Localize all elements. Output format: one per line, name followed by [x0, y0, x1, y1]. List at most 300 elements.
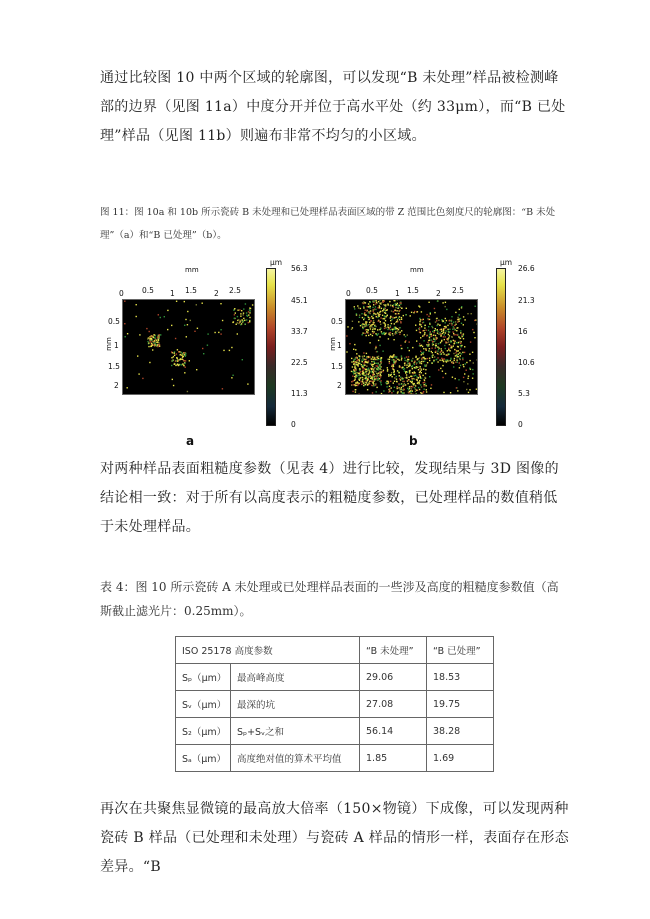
height-speckle: [400, 379, 401, 380]
height-speckle: [368, 378, 369, 379]
x-tick-a: 2: [214, 289, 219, 298]
height-speckle: [463, 377, 464, 378]
height-speckle: [396, 321, 397, 322]
height-speckle: [369, 317, 370, 318]
height-speckle: [373, 380, 374, 381]
height-speckle: [248, 322, 249, 323]
height-speckle: [450, 392, 451, 393]
height-speckle: [399, 302, 400, 303]
height-speckle: [214, 332, 215, 333]
height-speckle: [371, 358, 372, 359]
height-speckle: [412, 358, 413, 359]
height-speckle: [454, 329, 455, 330]
height-speckle: [381, 331, 382, 332]
height-speckle: [175, 365, 176, 366]
colorbar-tick-b: 16: [518, 327, 528, 336]
height-speckle: [359, 317, 360, 318]
height-speckle: [422, 353, 423, 354]
height-speckle: [392, 317, 393, 318]
height-speckle: [368, 312, 369, 313]
height-speckle: [153, 336, 154, 337]
height-speckle: [371, 370, 372, 371]
height-speckle: [437, 351, 438, 352]
height-speckle: [386, 386, 387, 387]
height-speckle: [362, 361, 363, 362]
height-speckle: [202, 348, 203, 349]
height-speckle: [385, 306, 386, 307]
height-speckle: [422, 361, 423, 362]
height-speckle: [419, 372, 420, 373]
height-speckle: [137, 355, 138, 356]
height-speckle: [174, 353, 175, 354]
height-speckle: [363, 381, 364, 382]
height-speckle: [375, 306, 376, 307]
height-speckle: [393, 306, 394, 307]
height-speckle: [352, 371, 353, 372]
height-speckle: [375, 375, 376, 376]
height-speckle: [363, 306, 364, 307]
height-speckle: [383, 390, 384, 391]
height-speckle: [171, 325, 172, 326]
height-speckle: [159, 346, 160, 347]
height-speckle: [452, 362, 453, 363]
height-speckle: [442, 360, 443, 361]
height-speckle: [389, 357, 390, 358]
height-speckle: [387, 381, 388, 382]
height-speckle: [453, 345, 454, 346]
height-speckle: [412, 365, 413, 366]
height-speckle: [151, 343, 152, 344]
height-speckle: [234, 308, 235, 309]
height-speckle: [460, 338, 461, 339]
height-speckle: [392, 364, 393, 365]
height-speckle: [389, 359, 390, 360]
height-speckle: [459, 362, 460, 363]
height-speckle: [362, 323, 363, 324]
height-speckle: [458, 350, 459, 351]
colorbar-tick-a: 11.3: [291, 389, 308, 398]
height-speckle: [424, 366, 425, 367]
height-speckle: [389, 301, 390, 302]
height-speckle: [400, 332, 401, 333]
height-speckle: [362, 357, 363, 358]
height-speckle: [456, 357, 457, 358]
height-speckle: [367, 389, 368, 390]
height-speckle: [354, 369, 355, 370]
height-speckle: [416, 340, 417, 341]
height-speckle: [437, 333, 438, 334]
height-speckle: [425, 325, 426, 326]
height-speckle: [393, 311, 394, 312]
height-speckle: [453, 353, 454, 354]
height-speckle: [184, 301, 185, 302]
height-speckle: [359, 375, 360, 376]
height-speckle: [398, 332, 399, 333]
height-speckle: [457, 355, 458, 356]
height-speckle: [409, 386, 410, 387]
height-speckle: [394, 317, 395, 318]
height-speckle: [367, 384, 368, 385]
height-speckle: [376, 373, 377, 374]
height-speckle: [381, 362, 382, 363]
height-speckle: [369, 356, 370, 357]
height-speckle: [444, 326, 445, 327]
height-speckle: [352, 366, 353, 367]
height-speckle: [394, 363, 395, 364]
height-speckle: [410, 315, 411, 316]
height-speckle: [404, 383, 405, 384]
height-speckle: [452, 377, 453, 378]
height-speckle: [354, 370, 355, 371]
height-speckle: [351, 381, 352, 382]
height-speckle: [364, 326, 365, 327]
height-speckle: [370, 306, 371, 307]
height-speckle: [458, 353, 459, 354]
height-speckle: [358, 377, 359, 378]
height-speckle: [366, 335, 367, 336]
height-speckle: [369, 322, 370, 323]
height-speckle: [390, 316, 391, 317]
height-speckle: [396, 381, 397, 382]
height-speckle: [420, 384, 421, 385]
height-speckle: [449, 323, 450, 324]
height-speckle: [373, 311, 374, 312]
panel-label-b: b: [409, 434, 418, 448]
height-speckle: [416, 390, 417, 391]
height-speckle: [414, 311, 415, 312]
height-speckle: [372, 324, 373, 325]
height-speckle: [390, 317, 391, 318]
height-speckle: [459, 367, 460, 368]
height-speckle: [197, 328, 198, 329]
height-speckle: [469, 389, 470, 390]
height-speckle: [457, 346, 458, 347]
height-speckle: [404, 370, 405, 371]
height-speckle: [355, 389, 356, 390]
height-speckle: [448, 337, 449, 338]
height-speckle: [475, 306, 476, 307]
height-speckle: [185, 356, 186, 357]
height-speckle: [445, 306, 446, 307]
height-speckle: [429, 333, 430, 334]
height-speckle: [464, 352, 465, 353]
height-speckle: [372, 318, 373, 319]
height-speckle: [401, 357, 402, 358]
height-speckle: [442, 358, 443, 359]
height-speckle: [437, 331, 438, 332]
height-speckle: [380, 376, 381, 377]
height-speckle: [426, 391, 427, 392]
height-speckle: [414, 361, 415, 362]
height-speckle: [359, 315, 360, 316]
height-speckle: [419, 362, 420, 363]
height-speckle: [401, 387, 402, 388]
height-speckle: [449, 329, 450, 330]
height-speckle: [423, 340, 424, 341]
height-speckle: [218, 332, 219, 333]
height-speckle: [384, 308, 385, 309]
height-speckle: [425, 373, 426, 374]
height-speckle: [456, 387, 457, 388]
height-speckle: [359, 358, 360, 359]
height-speckle: [196, 304, 197, 305]
height-speckle: [418, 387, 419, 388]
height-speckle: [448, 334, 449, 335]
height-speckle: [410, 376, 411, 377]
height-speckle: [220, 333, 221, 334]
height-speckle: [167, 329, 168, 330]
height-speckle: [443, 361, 444, 362]
height-speckle: [436, 320, 437, 321]
height-speckle: [373, 331, 374, 332]
height-speckle: [435, 347, 436, 348]
height-speckle: [448, 348, 449, 349]
height-speckle: [428, 330, 429, 331]
height-speckle: [176, 353, 177, 354]
height-speckle: [237, 316, 238, 317]
height-speckle: [240, 321, 241, 322]
height-speckle: [455, 321, 456, 322]
height-speckle: [351, 329, 352, 330]
height-speckle: [371, 326, 372, 327]
height-speckle: [393, 361, 394, 362]
height-speckle: [371, 316, 372, 317]
height-speckle: [407, 383, 408, 384]
height-speckle: [452, 336, 453, 337]
height-speckle: [421, 363, 422, 364]
height-speckle: [374, 385, 375, 386]
height-speckle: [450, 358, 451, 359]
height-speckle: [442, 371, 443, 372]
height-speckle: [349, 343, 350, 344]
height-speckle: [402, 381, 403, 382]
height-speckle: [368, 370, 369, 371]
height-speckle: [379, 378, 380, 379]
height-speckle: [394, 323, 395, 324]
height-speckle: [362, 317, 363, 318]
table-4-caption: 表 4：图 10 所示瓷砖 A 未处理或已处理样品表面的一些涉及高度的粗糙度参数值（高斯截止滤光片：0.25mm）。: [100, 580, 559, 618]
height-speckle: [391, 323, 392, 324]
height-speckle: [387, 309, 388, 310]
height-speckle: [417, 380, 418, 381]
height-speckle: [241, 319, 242, 320]
height-speckle: [445, 341, 446, 342]
height-speckle: [150, 337, 151, 338]
height-speckle: [365, 361, 366, 362]
height-speckle: [357, 382, 358, 383]
height-speckle: [235, 312, 236, 313]
height-speckle: [127, 387, 128, 388]
height-speckle: [398, 313, 399, 314]
height-speckle: [246, 319, 247, 320]
height-speckle: [359, 356, 360, 357]
height-speckle: [412, 379, 413, 380]
height-speckle: [159, 334, 160, 335]
height-speckle: [437, 361, 438, 362]
height-speckle: [365, 371, 366, 372]
height-speckle: [411, 360, 412, 361]
height-speckle: [346, 351, 347, 352]
height-speckle: [424, 361, 425, 362]
height-speckle: [361, 324, 362, 325]
height-speckle: [467, 378, 468, 379]
height-speckle: [425, 358, 426, 359]
height-speckle: [425, 385, 426, 386]
height-speckle: [393, 304, 394, 305]
height-speckle: [359, 380, 360, 381]
height-speckle: [439, 329, 440, 330]
row-symbol: S₂（μm）: [176, 718, 231, 745]
height-speckle: [417, 311, 418, 312]
height-speckle: [439, 325, 440, 326]
height-speckle: [419, 321, 420, 322]
height-speckle: [183, 363, 184, 364]
height-speckle: [398, 318, 399, 319]
height-speckle: [375, 384, 376, 385]
table-4: [175, 636, 494, 772]
height-speckle: [417, 358, 418, 359]
height-speckle: [379, 300, 380, 301]
height-speckle: [394, 374, 395, 375]
height-speckle: [396, 361, 397, 362]
height-speckle: [372, 385, 373, 386]
height-speckle: [363, 301, 364, 302]
height-speckle: [454, 342, 455, 343]
height-speckle: [231, 377, 232, 378]
row-untreated: 27.08: [360, 691, 427, 718]
height-speckle: [375, 326, 376, 327]
height-speckle: [356, 353, 357, 354]
height-speckle: [365, 314, 366, 315]
height-speckle: [399, 305, 400, 306]
height-speckle: [384, 318, 385, 319]
height-speckle: [403, 369, 404, 370]
row-desc: 最高峰高度: [231, 664, 360, 691]
height-speckle: [395, 307, 396, 308]
height-speckle: [378, 333, 379, 334]
height-speckle: [433, 360, 434, 361]
height-speckle: [456, 342, 457, 343]
height-speckle: [382, 371, 383, 372]
height-speckle: [382, 315, 383, 316]
row-treated: 18.53: [427, 664, 494, 691]
height-speckle: [426, 389, 427, 390]
height-speckle: [456, 360, 457, 361]
height-speckle: [447, 325, 448, 326]
height-speckle: [158, 339, 159, 340]
height-speckle: [435, 335, 436, 336]
height-speckle: [431, 339, 432, 340]
height-speckle: [433, 339, 434, 340]
height-speckle: [240, 316, 241, 317]
height-speckle: [428, 319, 429, 320]
height-speckle: [362, 356, 363, 357]
height-speckle: [187, 311, 188, 312]
height-speckle: [362, 370, 363, 371]
height-speckle: [379, 365, 380, 366]
height-speckle: [437, 329, 438, 330]
height-speckle: [167, 310, 168, 311]
height-speckle: [365, 384, 366, 385]
height-speckle: [449, 320, 450, 321]
height-speckle: [374, 326, 375, 327]
height-speckle: [394, 387, 395, 388]
height-speckle: [401, 348, 402, 349]
height-speckle: [234, 318, 235, 319]
height-speckle: [429, 348, 430, 349]
height-speckle: [435, 346, 436, 347]
height-speckle: [419, 318, 420, 319]
height-speckle: [377, 374, 378, 375]
height-speckle: [401, 330, 402, 331]
height-speckle: [421, 359, 422, 360]
height-speckle: [157, 344, 158, 345]
height-speckle: [466, 370, 467, 371]
height-speckle: [237, 322, 238, 323]
height-speckle: [404, 358, 405, 359]
height-speckle: [432, 362, 433, 363]
height-speckle: [387, 370, 388, 371]
height-speckle: [453, 322, 454, 323]
height-speckle: [390, 381, 391, 382]
height-speckle: [373, 372, 374, 373]
table-row: [176, 745, 494, 772]
height-speckle: [435, 351, 436, 352]
height-speckle: [124, 301, 125, 302]
height-speckle: [373, 313, 374, 314]
height-speckle: [367, 306, 368, 307]
header-param: ISO 25178 高度参数: [176, 637, 360, 664]
header-treated: “B 已处理”: [427, 637, 494, 664]
height-speckle: [151, 345, 152, 346]
height-speckle: [421, 369, 422, 370]
height-speckle: [460, 318, 461, 319]
height-speckle: [472, 369, 473, 370]
height-speckle: [353, 360, 354, 361]
height-speckle: [384, 322, 385, 323]
height-speckle: [426, 335, 427, 336]
height-speckle: [354, 344, 355, 345]
height-speckle: [362, 326, 363, 327]
height-speckle: [406, 367, 407, 368]
height-speckle: [451, 316, 452, 317]
height-speckle: [393, 355, 394, 356]
height-speckle: [445, 322, 446, 323]
height-speckle: [414, 375, 415, 376]
height-speckle: [184, 363, 185, 364]
height-speckle: [418, 383, 419, 384]
height-speckle: [443, 353, 444, 354]
height-speckle: [377, 307, 378, 308]
height-speckle: [418, 361, 419, 362]
height-speckle: [471, 313, 472, 314]
height-speckle: [388, 375, 389, 376]
height-speckle: [433, 344, 434, 345]
height-speckle: [389, 386, 390, 387]
height-speckle: [249, 307, 250, 308]
height-speckle: [207, 345, 208, 346]
height-speckle: [430, 312, 431, 313]
height-speckle: [476, 389, 477, 390]
height-speckle: [373, 304, 374, 305]
height-speckle: [363, 324, 364, 325]
height-speckle: [423, 391, 424, 392]
row-symbol: Sᵥ（μm）: [176, 691, 231, 718]
height-speckle: [354, 384, 355, 385]
height-speckle: [194, 331, 195, 332]
height-speckle: [446, 309, 447, 310]
height-speckle: [375, 300, 376, 301]
